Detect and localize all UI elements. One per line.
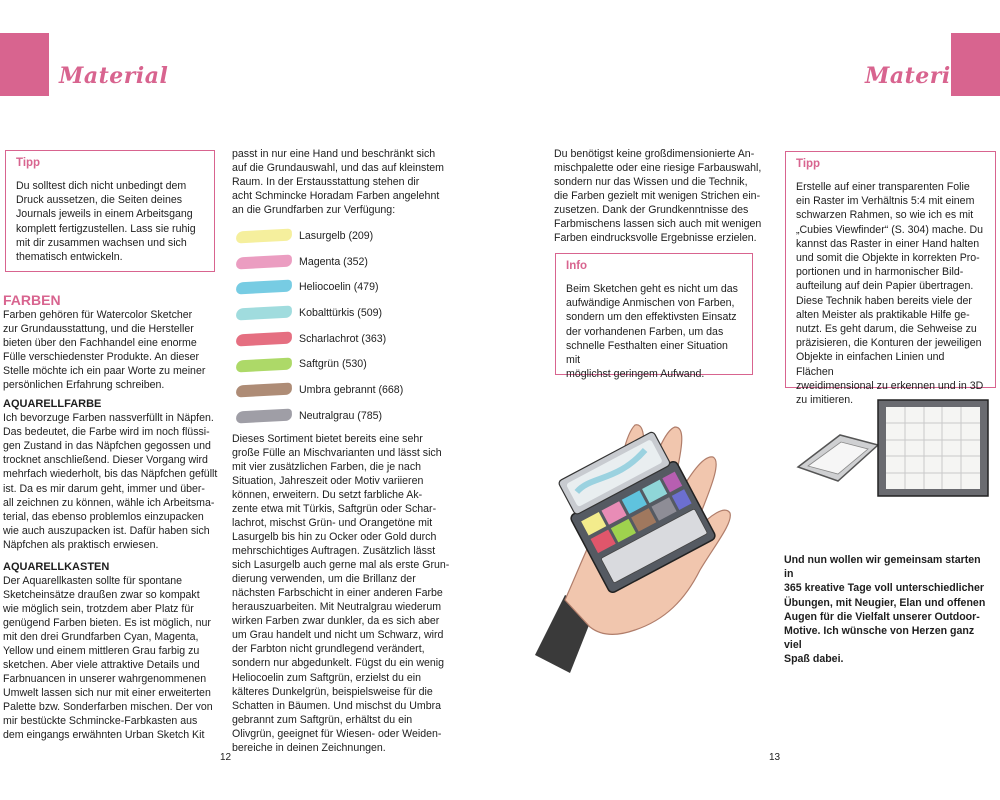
right-tipp-title: Tipp bbox=[796, 158, 821, 170]
aquarellkasten-text: Der Aquarellkasten sollte für spontane Sketcheinsätze draußen zwar so kompakt wie möglich sein, trotzdem aber Platz für genügend Farben bieten. Es ist möglich, nur mit den drei Grundfarben Cyan, Magenta, Yellow und einem mittleren Grau farbig zu sketchen. Aber viele attraktive Details und Farbnuancen in unserer wahrgenommenen Umwelt lassen sich nur mit einer erweiterten Palette bzw. Sonderfarben mischen. Der von mir bestückte Schmincke-Farbkasten aus dem eingangs erwähnten Urban Sketch Kit bbox=[3, 574, 213, 742]
color-swatch-label: Magenta (352) bbox=[299, 255, 368, 268]
color-swatch-label: Lasurgelb (209) bbox=[299, 230, 374, 243]
left-page-tab bbox=[0, 33, 49, 96]
aquarellfarbe-heading: AQUARELLFARBE bbox=[3, 398, 102, 411]
left-column-2 bbox=[232, 147, 457, 755]
viewfinder-grid bbox=[878, 400, 988, 496]
color-swatch-list bbox=[232, 223, 457, 429]
left-tipp-box bbox=[5, 150, 215, 272]
color-swatch-label: Kobalttürkis (509) bbox=[299, 307, 383, 320]
paint-stroke bbox=[236, 306, 293, 321]
right-intro-text: Du benötigst keine großdimensionierte An- mischpalette oder eine riesige Farbauswahl, sondern nur das Wissen und die Technik, die Farben gezielt mit wenigen Strichen ein- zusetzen. Dank der Grundkenntnisse des Farbmischens lassen sich auch mit wenigen Farben eindrucksvolle Ergebnisse erzielen. bbox=[554, 148, 762, 245]
col2-intro-text: passt in nur eine Hand und beschränkt sich auf die Grundauswahl, und das auf kleinstem Raum. In der Erstausstattung stehen dir acht Schmincke Horadam Farben angelehnt an die Grundfarben zur Verfügung: bbox=[232, 148, 445, 217]
color-swatch-row bbox=[232, 275, 457, 301]
hand-with-palette-illustration bbox=[525, 405, 765, 685]
color-swatch-label: Saftgrün (530) bbox=[299, 358, 367, 371]
left-page-title: Material bbox=[59, 63, 169, 89]
left-page-number: 12 bbox=[220, 752, 232, 763]
color-swatch-label: Umbra gebrannt (668) bbox=[299, 384, 404, 397]
info-box bbox=[555, 253, 753, 381]
aquarellkasten-heading: AQUARELLKASTEN bbox=[3, 560, 110, 573]
left-tipp-title: Tipp bbox=[16, 157, 41, 169]
paint-stroke bbox=[236, 254, 293, 269]
paint-stroke bbox=[236, 229, 293, 244]
color-swatch-row bbox=[232, 249, 457, 275]
viewfinder-illustration bbox=[796, 395, 992, 500]
color-swatch-label: Scharlachrot (363) bbox=[299, 332, 387, 345]
right-tipp-box bbox=[785, 151, 996, 407]
right-tipp-text: Erstelle auf einer transparenten Folie ein Raster im Verhältnis 5:4 mit einem schwarzen Rahmen, so wie ich es mit „Cubies Viewfinder“ (S. 304) mache. Du kannst das Raster in einer Hand halten und somit die Objekte in korrekten Pro- portionen und in harmonischer Bild- aufteilung auf dein Papier übertragen. Diese Technik haben bereits viele der alten Meister als praktikable Hilfe ge- nutzt. Es geht darum, die Sehweise zu präzisieren, die Konturen der jeweiligen Objekte in einfachen Linien und Flächen zweidimensional zu erkennen und in 3D zu imitieren. bbox=[796, 181, 984, 407]
aquarellfarbe-text: Ich bevorzuge Farben nassverfüllt in Näpfen. Das bedeutet, die Farbe wird im noch flüssi- gen Zustand in das Näpfchen gegossen und trocknet anschließend. Dieser Vorgang wird mehrfach wiederholt, bis das Näpfchen gefüllt ist. Da es mir darum geht, immer und über- all zeichnen zu können, wähle ich Arbeitsma- terial, das ebenso problemlos einzupacken wie auch auszupacken ist. Dafür haben sich Näpfchen als praktisch erwiesen. bbox=[3, 412, 218, 551]
right-page-title: Material bbox=[865, 63, 975, 89]
left-tipp-text: Du solltest dich nicht unbedingt dem Druck aussetzen, die Seiten deines Journals jeweils in einem Arbeitsgang komplett fertigzustellen. Lass sie ruhig mit dir zusammen wachsen und sich thematisch entwickeln. bbox=[16, 180, 196, 264]
color-swatch-row bbox=[232, 403, 457, 429]
color-swatch-row bbox=[232, 223, 457, 249]
color-swatch-label: Heliocoelin (479) bbox=[299, 281, 379, 294]
viewfinder-frame-small bbox=[798, 435, 878, 481]
paint-stroke bbox=[236, 357, 293, 372]
color-swatch-row bbox=[232, 377, 457, 403]
info-title: Info bbox=[566, 260, 588, 272]
color-swatch-row bbox=[232, 326, 457, 352]
color-swatch-row bbox=[232, 300, 457, 326]
closing-paragraph: Und nun wollen wir gemeinsam starten in 365 kreative Tage voll unterschiedlicher Übungen, mit Neugier, Elan und offenen Augen für die Vielfalt unserer Outdoor- Motive. Ich wünsche von Herzen ganz viel Spaß dabei. bbox=[784, 554, 986, 666]
paint-stroke bbox=[236, 331, 293, 346]
col2-body-text: Dieses Sortiment bietet bereits eine sehr große Fülle an Mischvarianten und lässt sich mit vier zusätzlichen Farben, die je nach Situation, Jahreszeit oder Motiv variieren können, erweitern. Du setzt farbliche Ak- zente etwa mit Türkis, Saftgrün oder Schar- lachrot, mischst Grün- und Orangetöne mit Lasurgelb bis hin zu Ocker oder Gold durch mehrschichtiges Auftragen. Zusätzlich lässt sich Lasurgelb auch gerne mal als erste Grun- dierung verwenden, um die Brillanz der nächsten Farbschicht in einer anderen Farbe herauszuarbeiten. Mit Neutralgrau wiederum wirken Farben zwar dunkler, da es sich aber um Grau handelt und nicht um Schwarz, wird der Farbton nicht grundlegend verändert, sondern nur abgedunkelt. Fügst du ein wenig Heliocoelin zum Saftgrün, erzielst du ein kälteres Dunkelgrün, beispielsweise für die Schatten in Bäumen. Und mischst du Umbra gebrannt zum Saftgrün, erhältst du ein Olivgrün, geeignet für Wiesen- oder Weiden- bereiche in deinen Zeichnungen. bbox=[232, 432, 450, 754]
color-swatch-label: Neutralgrau (785) bbox=[299, 409, 383, 422]
paint-stroke bbox=[236, 383, 293, 398]
left-column-1 bbox=[3, 266, 218, 742]
right-page-number: 13 bbox=[769, 752, 781, 763]
color-swatch-row bbox=[232, 352, 457, 378]
farben-heading: FARBEN bbox=[3, 292, 61, 308]
farben-text: Farben gehören für Watercolor Sketcher zur Grundausstattung, und die Hersteller bieten über den Fachhandel eine enorme Fülle verschiedenster Produkte. An dieser Stelle möchte ich ein paar Worte zu meiner persönlichen Erfahrung schreiben. bbox=[3, 309, 206, 392]
info-text: Beim Sketchen geht es nicht um das aufwändige Anmischen von Farben, sondern um den effektivsten Einsatz der vorhandenen Farben, um das schnelle Festhalten einer Situation mit möglichst geringem Aufwand. bbox=[566, 283, 738, 381]
paint-stroke bbox=[236, 280, 293, 295]
paint-stroke bbox=[236, 408, 293, 423]
